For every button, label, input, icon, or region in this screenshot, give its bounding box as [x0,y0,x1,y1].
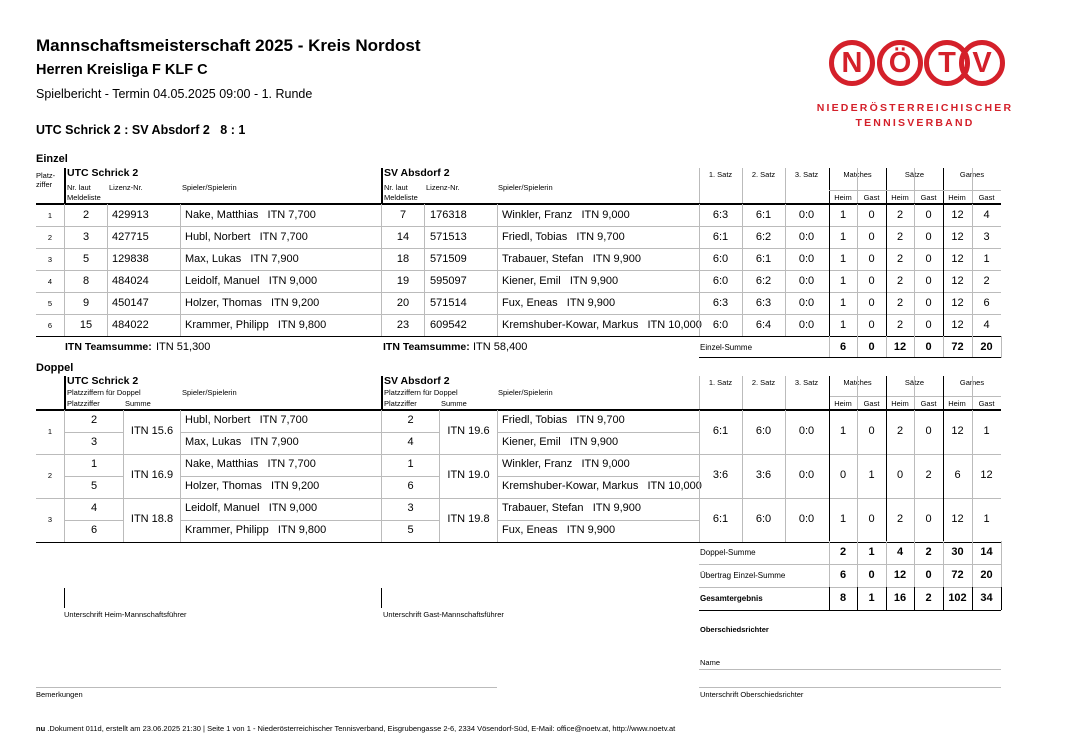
score-mh: 1 [839,319,847,331]
home-lizenz: 129838 [112,253,149,265]
guest-platz1: 1 [407,458,414,470]
score-gg: 4 [983,209,990,221]
guest-platz2: 6 [407,480,414,492]
guest-itn-label: ITN Teamsumme: [383,341,470,353]
home-itn-sum: ITN 15.6 [130,425,174,437]
score-s1: 6:3 [712,297,729,309]
home-nr: 3 [82,231,90,243]
score-sh: 2 [896,275,904,287]
home-player: Max, Lukas ITN 7,900 [185,253,299,265]
doppel-guest-summe-label: Summe [441,399,467,408]
guest-lizenz: 571509 [430,253,467,265]
score-sh: 2 [896,253,904,265]
uebertrag-value: 12 [893,569,907,581]
gesamt-value: 34 [980,592,993,604]
platzziffer: 3 [47,255,53,264]
logo-text-line1: NIEDERÖSTERREICHISCHER [816,102,1014,114]
gesamt-value: 2 [925,592,932,604]
home-player: Nake, Matthias ITN 7,700 [185,209,316,221]
guest-lizenz: 176318 [430,209,467,221]
oberschiedsrichter-label: Oberschiedsrichter [700,625,769,634]
gesamt-value: 16 [893,592,907,604]
oberschiedsrichter-signature-label: Unterschrift Oberschiedsrichter [700,690,804,699]
score-sg: 0 [925,425,932,437]
guest-player: Friedl, Tobias ITN 9,700 [502,231,625,243]
score-mg: 0 [868,297,875,309]
score-s1: 3:6 [712,469,729,481]
home-captain-signature-label: Unterschrift Heim-Mannschaftsführer [64,610,187,619]
score-s3: 0:0 [798,513,815,525]
score-mh: 1 [839,209,847,221]
doppel-home-platzziffer-label: Platzziffer [67,399,100,408]
home-player1: Hubl, Norbert ITN 7,700 [185,414,308,426]
score-s2: 6:4 [755,319,772,331]
doppel-satz2-header: 2. Satz [751,378,776,387]
home-platz2: 6 [90,524,98,536]
logo-letter-v: V [959,40,1005,86]
home-player1: Leidolf, Manuel ITN 9,000 [185,502,318,514]
guest-captain-signature-label: Unterschrift Gast-Mannschaftsführer [383,610,504,619]
league-name: Herren Kreisliga F KLF C [36,62,208,78]
doppel-nr: 3 [47,515,53,524]
score-s1: 6:0 [712,275,729,287]
doppel-guest-platzziffern-label: Platzziffern für Doppel [384,388,458,397]
score-sh: 2 [896,209,904,221]
score-s2: 6:2 [755,231,772,243]
einzel-section-title: Einzel [36,153,68,165]
einzel-summe-value: 0 [868,341,875,353]
report-info: Spielbericht - Termin 04.05.2025 09:00 - 1. Runde [36,87,313,101]
score-s3: 0:0 [798,209,815,221]
guest-lizenz: 609542 [430,319,467,331]
score-mh: 1 [839,253,847,265]
gast-label-1: Gast [920,193,937,202]
score-sg: 0 [925,297,932,309]
score-sg: 0 [925,319,932,331]
home-lizenz: 450147 [112,297,149,309]
satz3-header: 3. Satz [794,170,819,179]
einzel-guest-nr-label: Nr. laut [384,183,408,192]
doppel-home-platzziffern-label: Platzziffern für Doppel [67,388,141,397]
guest-player: Kiener, Emil ITN 9,900 [502,275,619,287]
logo-text-line2: TENNISVERBAND [855,117,975,129]
home-platz1: 2 [90,414,98,426]
home-nr: 2 [82,209,90,221]
guest-platz2: 5 [407,524,414,536]
score-sh: 2 [896,513,904,525]
guest-platz2: 4 [407,436,414,448]
score-s3: 0:0 [798,425,815,437]
guest-nr: 19 [396,275,410,287]
score-gg: 4 [983,319,990,331]
summe-value: 14 [980,546,993,558]
guest-nr: 18 [396,253,410,265]
einzel-summe-value: 72 [951,341,964,353]
guest-itn-sum: ITN 19.0 [447,469,490,481]
guest-nr: 23 [396,319,410,331]
summe-value: 2 [925,546,932,558]
guest-nr: 14 [396,231,410,243]
score-sh: 2 [896,297,904,309]
guest-lizenz: 571513 [430,231,467,243]
doppel-home-team: UTC Schrick 2 [67,375,139,387]
score-mg: 0 [868,209,875,221]
score-s3: 0:0 [798,319,815,331]
score-s3: 0:0 [798,275,815,287]
gesamt-value: 1 [868,592,875,604]
home-itn-sum: ITN 18.8 [130,513,174,525]
score-sh: 2 [896,425,904,437]
score-gg: 1 [983,425,990,437]
einzel-home-spieler-label: Spieler/Spielerin [182,183,237,192]
doppel-guest-platzziffer-label: Platzziffer [384,399,417,408]
score-gg: 2 [983,275,990,287]
guest-player1: Friedl, Tobias ITN 9,700 [502,414,625,426]
score-gg: 12 [980,469,993,481]
score-sg: 2 [925,469,932,481]
score-s1: 6:0 [712,253,729,265]
einzel-guest-meldeliste-label: Meldeliste [384,193,418,202]
page-footer [36,724,675,733]
score-s2: 6:0 [755,425,772,437]
platzziffer-header: Platz- ziffer [36,171,56,189]
logo-letter-n: N [829,40,875,86]
home-player: Hubl, Norbert ITN 7,700 [185,231,308,243]
score-sg: 0 [925,253,932,265]
home-lizenz: 427715 [112,231,149,243]
score-s3: 0:0 [798,469,815,481]
score-s2: 6:0 [755,513,772,525]
home-nr: 15 [79,319,93,331]
gesamt-label: Gesamtergebnis [700,594,763,603]
score-mg: 0 [868,319,875,331]
games-header: Games [959,170,985,179]
doppel-section-title: Doppel [36,362,74,374]
score-mh: 1 [839,297,847,309]
einzel-summe-value: 6 [839,341,847,353]
score-s3: 0:0 [798,231,815,243]
doppel-satz1-header: 1. Satz [708,378,733,387]
score-s3: 0:0 [798,253,815,265]
home-nr: 8 [82,275,90,287]
matches-header: Matches [843,170,872,179]
score-s2: 6:1 [755,253,772,265]
score-gg: 1 [983,513,990,525]
score-gh: 12 [951,513,964,525]
score-sh: 2 [896,231,904,243]
summe-value: 1 [868,546,875,558]
uebertrag-value: 0 [868,569,875,581]
guest-player2: Fux, Eneas ITN 9,900 [502,524,616,536]
score-gh: 6 [954,469,961,481]
uebertrag-value: 0 [925,569,932,581]
score-gg: 6 [983,297,990,309]
home-platz1: 1 [90,458,98,470]
logo-letter-t: T [924,40,970,86]
nu-logo: nu [36,724,46,733]
home-platz1: 4 [90,502,98,514]
einzel-home-meldeliste-label: Meldeliste [67,193,101,202]
doppel-guest-spieler-label: Spieler/Spielerin [498,388,553,397]
summe-value: 4 [896,546,904,558]
score-sh: 0 [896,469,904,481]
doppel-satz3-header: 3. Satz [794,378,819,387]
score-mh: 1 [839,425,847,437]
guest-nr: 7 [399,209,407,221]
score-mg: 0 [868,425,875,437]
gast-label-1: Gast [920,399,937,408]
heim-label-0: Heim [834,193,852,202]
home-lizenz: 429913 [112,209,149,221]
doppel-nr: 1 [47,427,53,436]
home-itn-sum: ITN 16.9 [130,469,174,481]
score-mh: 1 [839,275,847,287]
doppel-home-summe-label: Summe [125,399,151,408]
platzziffer: 1 [47,211,53,220]
score-s1: 6:1 [712,425,729,437]
home-player1: Nake, Matthias ITN 7,700 [185,458,316,470]
score-gh: 12 [951,297,964,309]
satz2-header: 2. Satz [751,170,776,179]
einzel-summe-value: 0 [925,341,932,353]
doppel-matches-header: Matches [843,378,872,387]
home-itn-sum: ITN 51,300 [156,341,211,353]
footer-text: .Dokument 011d, erstellt am 23.06.2025 21:30 | Seite 1 von 1 - Niederösterreichischer Tennisverband, Eisgrubengasse 2-6, 2334 Vösendorf-Süd, E-Mail: office@noetv.at, http://www.noetv.at [45,724,676,733]
score-sh: 2 [896,319,904,331]
heim-label-1: Heim [891,193,909,202]
guest-player: Fux, Eneas ITN 9,900 [502,297,616,309]
home-itn-label: ITN Teamsumme: [65,341,152,353]
uebertrag-value: 6 [839,569,847,581]
einzel-summe-value: 12 [893,341,907,353]
platzziffer: 2 [47,233,53,242]
guest-lizenz: 571514 [430,297,467,309]
home-lizenz: 484024 [112,275,149,287]
uebertrag-label: Übertrag Einzel-Summe [700,571,786,580]
score-gh: 12 [951,209,964,221]
guest-lizenz: 595097 [430,275,467,287]
heim-label-1: Heim [891,399,909,408]
guest-player: Trabauer, Stefan ITN 9,900 [502,253,642,265]
score-gg: 1 [983,253,990,265]
guest-itn-sum: ITN 58,400 [473,341,528,353]
matchup-result: UTC Schrick 2 : SV Absdorf 2 8 : 1 [36,123,246,137]
score-sg: 0 [925,513,932,525]
home-player: Leidolf, Manuel ITN 9,000 [185,275,318,287]
score-s1: 6:0 [712,319,729,331]
score-mg: 0 [868,253,875,265]
score-mh: 1 [839,513,847,525]
einzel-guest-team: SV Absdorf 2 [384,167,450,179]
doppel-games-header: Games [959,378,985,387]
guest-nr: 20 [396,297,410,309]
einzel-guest-spieler-label: Spieler/Spielerin [498,183,553,192]
score-gh: 12 [951,231,964,243]
score-mg: 1 [868,469,875,481]
page-title: Mannschaftsmeisterschaft 2025 - Kreis Nordost [36,36,421,55]
guest-player: Kremshuber-Kowar, Markus ITN 10,000 [502,319,702,331]
bemerkungen-label: Bemerkungen [36,690,83,699]
score-s2: 3:6 [755,469,772,481]
score-mg: 0 [868,275,875,287]
gast-label-2: Gast [978,193,995,202]
doppel-nr: 2 [47,471,53,480]
score-sg: 0 [925,231,932,243]
score-s1: 6:1 [712,513,729,525]
home-player2: Holzer, Thomas ITN 9,200 [185,480,320,492]
uebertrag-value: 20 [980,569,993,581]
doppel-saetze-header: Sätze [904,378,925,387]
doppel-guest-team: SV Absdorf 2 [384,375,450,387]
gast-label-2: Gast [978,399,995,408]
score-s1: 6:3 [712,209,729,221]
home-nr: 9 [82,297,90,309]
score-s2: 6:2 [755,275,772,287]
gast-label-0: Gast [863,399,880,408]
heim-label-2: Heim [948,193,966,202]
guest-player2: Kremshuber-Kowar, Markus ITN 10,000 [502,480,702,492]
guest-itn-sum: ITN 19.8 [447,513,490,525]
guest-player1: Winkler, Franz ITN 9,000 [502,458,630,470]
name-label: Name [700,658,721,667]
score-mh: 1 [839,231,847,243]
guest-itn-sum: ITN 19.6 [447,425,490,437]
satz1-header: 1. Satz [708,170,733,179]
score-sg: 0 [925,275,932,287]
score-gh: 12 [951,425,964,437]
logo-letter-o: Ö [877,40,923,86]
summe-value: 30 [951,546,964,558]
einzel-home-team: UTC Schrick 2 [67,167,139,179]
home-player: Krammer, Philipp ITN 9,800 [185,319,327,331]
score-gh: 12 [951,253,964,265]
home-player2: Krammer, Philipp ITN 9,800 [185,524,327,536]
score-mg: 0 [868,231,875,243]
guest-player2: Kiener, Emil ITN 9,900 [502,436,619,448]
home-platz2: 3 [90,436,98,448]
score-mh: 0 [839,469,847,481]
einzel-guest-lizenz-label: Lizenz-Nr. [426,183,460,192]
saetze-header: Sätze [904,170,925,179]
guest-platz1: 2 [407,414,414,426]
einzel-home-lizenz-label: Lizenz-Nr. [109,183,143,192]
home-player: Holzer, Thomas ITN 9,200 [185,297,320,309]
platzziffer: 5 [47,299,53,308]
heim-label-0: Heim [834,399,852,408]
home-player2: Max, Lukas ITN 7,900 [185,436,299,448]
guest-platz1: 3 [407,502,414,514]
score-mg: 0 [868,513,875,525]
doppel-home-spieler-label: Spieler/Spielerin [182,388,237,397]
home-platz2: 5 [90,480,98,492]
gesamt-value: 102 [948,592,967,604]
score-sg: 0 [925,209,932,221]
doppel-summe-label: Doppel-Summe [700,548,756,557]
guest-player1: Trabauer, Stefan ITN 9,900 [502,502,642,514]
summe-value: 2 [839,546,847,558]
home-nr: 5 [82,253,90,265]
heim-label-2: Heim [948,399,966,408]
score-s1: 6:1 [712,231,729,243]
score-s2: 6:1 [755,209,772,221]
einzel-summe-value: 20 [980,341,993,353]
score-s3: 0:0 [798,297,815,309]
home-lizenz: 484022 [112,319,149,331]
score-gg: 3 [983,231,990,243]
gesamt-value: 8 [839,592,847,604]
platzziffer: 4 [47,277,53,286]
guest-player: Winkler, Franz ITN 9,000 [502,209,630,221]
platzziffer: 6 [47,321,53,330]
score-s2: 6:3 [755,297,772,309]
einzel-home-nr-label: Nr. laut [67,183,91,192]
gast-label-0: Gast [863,193,880,202]
score-gh: 12 [951,275,964,287]
einzel-summe-label: Einzel-Summe [700,343,753,352]
uebertrag-value: 72 [951,569,964,581]
score-gh: 12 [951,319,964,331]
